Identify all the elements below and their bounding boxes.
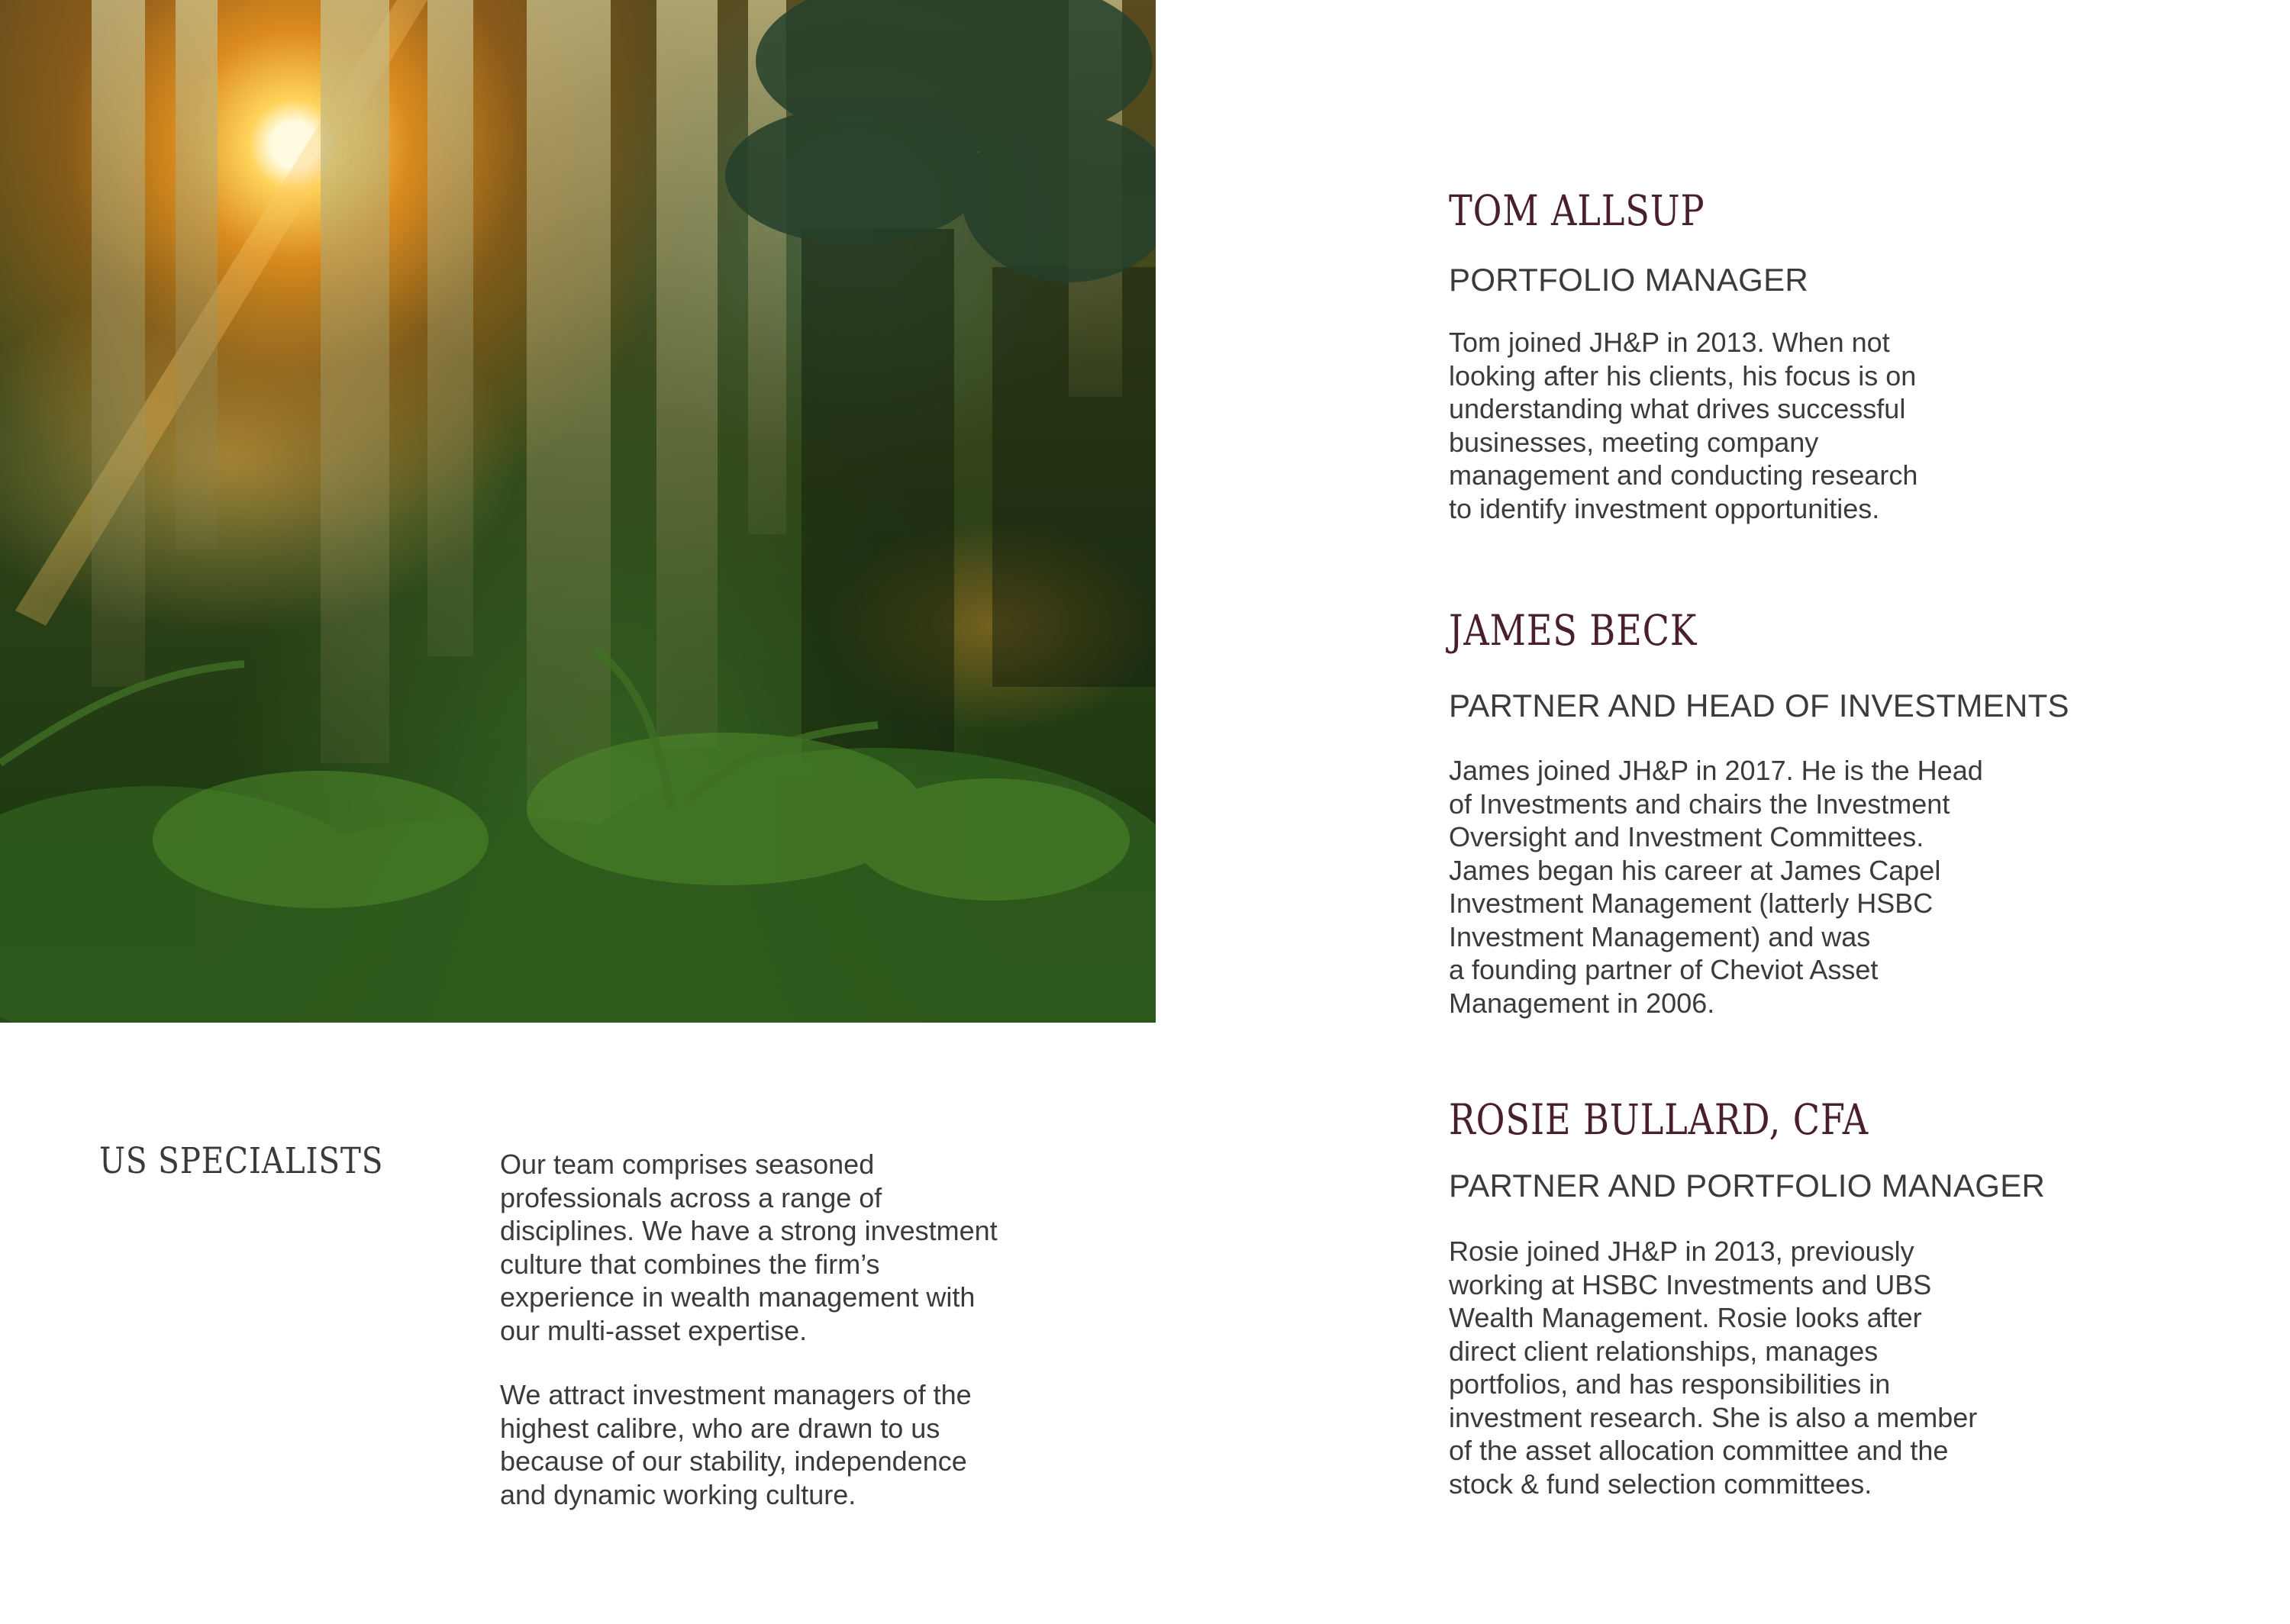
intro-line: Our team comprises seasoned [500, 1149, 875, 1180]
intro-line: our multi-asset expertise. [500, 1314, 808, 1346]
bio-line: looking after his clients, his focus is on [1449, 359, 1917, 392]
bio-line: James joined JH&P in 2017. He is the Head [1449, 755, 1983, 786]
member-role: PORTFOLIO MANAGER [1449, 262, 1809, 298]
bio-line: of the asset allocation committee and the [1449, 1435, 1949, 1466]
intro-line: experience in wealth management with [500, 1281, 976, 1313]
bio-line: Management in 2006. [1449, 987, 1715, 1019]
intro-line: We attract investment managers of the [500, 1379, 972, 1410]
bio-line: Investment Management (latterly HSBC [1449, 888, 1934, 919]
bio-line: portfolios, and has responsibilities in [1449, 1368, 1891, 1400]
section-title: US SPECIALISTS [99, 1140, 384, 1182]
bio-line: Investment Management) and was [1449, 920, 1871, 952]
bio-line: understanding what drives successful [1449, 393, 1906, 424]
intro-line: and dynamic working culture. [500, 1478, 856, 1510]
member-bio [1449, 754, 2029, 1020]
bio-line: Tom joined JH&P in 2013. When not [1449, 327, 1890, 358]
bio-line: Rosie joined JH&P in 2013, previously [1449, 1236, 1914, 1267]
bio-line: direct client relationships, manages [1449, 1335, 1879, 1367]
member-bio [1449, 326, 2029, 525]
intro-line: highest calibre, who are drawn to us [500, 1412, 940, 1444]
bio-line: investment research. She is also a member [1449, 1401, 1978, 1433]
member-bio [1449, 1235, 2029, 1500]
intro-paragraph-1 [500, 1148, 1080, 1347]
bio-line: to identify investment opportunities. [1449, 492, 1880, 524]
intro-line: disciplines. We have a strong investment [500, 1215, 998, 1246]
bio-line: management and conducting research [1449, 459, 1918, 491]
intro-paragraph-2 [500, 1378, 1080, 1511]
bio-line: businesses, meeting company [1449, 426, 1819, 458]
member-name-rosie-bullard: ROSIE BULLARD, CFA [1449, 1095, 1869, 1144]
member-role: PARTNER AND PORTFOLIO MANAGER [1449, 1168, 2046, 1204]
bio-line: Oversight and Investment Committees. [1449, 821, 1924, 852]
bio-line: a founding partner of Cheviot Asset [1449, 954, 1879, 985]
bio-line: Wealth Management. Rosie looks after [1449, 1302, 1922, 1333]
member-name-tom-allsup: TOM ALLSUP [1449, 186, 1705, 235]
intro-line: professionals across a range of [500, 1181, 882, 1213]
forest-sunlight-photo [0, 0, 1156, 1023]
intro-line: because of our stability, independence [500, 1445, 967, 1477]
bio-line: of Investments and chairs the Investment [1449, 788, 1950, 820]
photo-artwork [0, 0, 1156, 1023]
bio-line: James began his career at James Capel [1449, 854, 1941, 886]
intro-line: culture that combines the firm’s [500, 1248, 880, 1280]
bio-line: working at HSBC Investments and UBS [1449, 1268, 1932, 1300]
member-role: PARTNER AND HEAD OF INVESTMENTS [1449, 688, 2069, 723]
member-name-james-beck: JAMES BECK [1449, 606, 1698, 655]
bio-line: stock & fund selection committees. [1449, 1468, 1872, 1500]
